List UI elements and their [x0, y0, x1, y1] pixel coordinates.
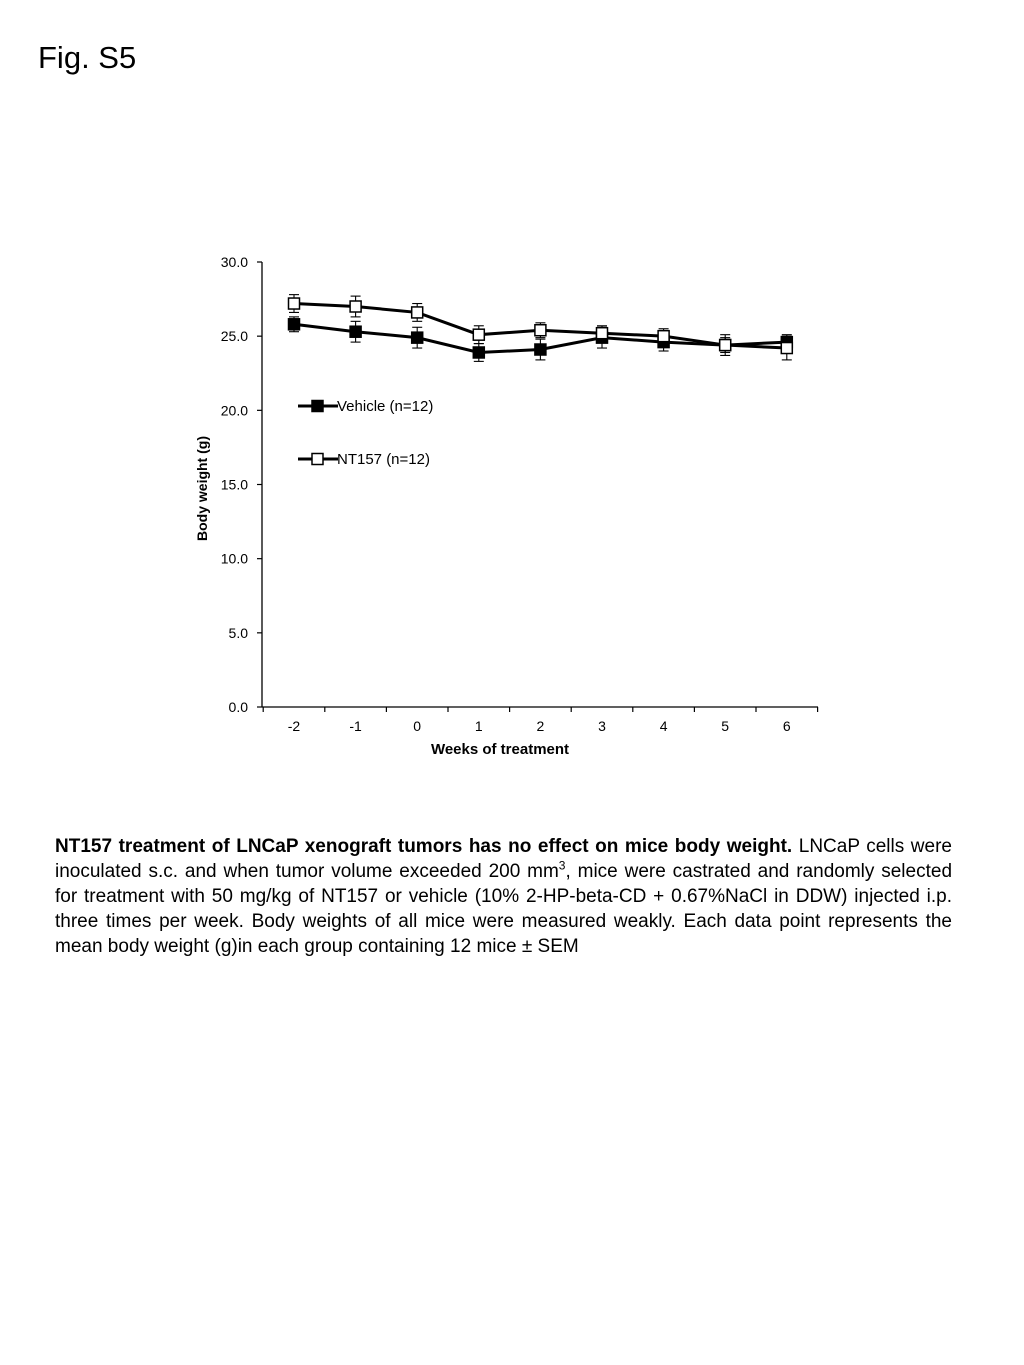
x-tick-label: 0 [413, 718, 422, 734]
legend-marker [312, 454, 323, 465]
caption-superscript: 3 [558, 858, 566, 873]
y-tick-label: 30.0 [220, 254, 248, 270]
data-point-nt157 [412, 307, 423, 318]
legend-label: Vehicle (n=12) [337, 398, 434, 415]
y-tick-label: 0.0 [228, 699, 248, 715]
x-tick-label: 4 [659, 718, 668, 734]
data-point-nt157 [781, 343, 792, 354]
data-point-nt157 [597, 328, 608, 339]
x-tick-label: -1 [349, 718, 362, 734]
body-weight-chart [180, 240, 840, 780]
data-point-nt157 [473, 329, 484, 340]
x-tick-label: -2 [287, 718, 301, 734]
legend-marker [312, 401, 323, 412]
x-axis-title: Weeks of treatment [430, 741, 570, 758]
data-point-nt157 [535, 325, 546, 336]
figure-caption [55, 834, 952, 959]
data-point-nt157 [350, 301, 361, 312]
y-axis-title: Body weight (g) [194, 436, 210, 541]
y-tick-label: 20.0 [220, 402, 248, 419]
data-point-vehicle [350, 326, 361, 337]
x-tick-label: 6 [782, 718, 791, 734]
x-tick-label: 2 [536, 718, 545, 734]
y-tick-label: 15.0 [220, 476, 248, 493]
data-point-vehicle [473, 347, 484, 358]
data-point-vehicle [289, 319, 300, 330]
data-point-nt157 [720, 340, 731, 351]
figure-label: Fig. S5 [38, 40, 137, 75]
legend-label: NT157 (n=12) [337, 451, 430, 468]
x-tick-label: 5 [721, 718, 730, 734]
data-point-nt157 [658, 331, 669, 342]
caption-text-part-2: , mice were castrated and randomly selected for treatment with 50 mg/kg of NT157 or vehicle (10% 2-HP-beta-CD + 0.67%NaCl in DDW) injected i.p. three times per week. Body weights of all mice were measured weakly. Each data point represents the mean body weight (g)in each group containing 12 mice ± SEM [55, 861, 953, 957]
caption-title: NT157 treatment of LNCaP xenograft tumors has no effect on mice body weight. [55, 836, 793, 857]
data-point-vehicle [412, 332, 423, 343]
y-tick-label: 10.0 [220, 550, 248, 567]
x-tick-label: 3 [598, 718, 606, 734]
caption-text-part-1: LNCaP cells were inoculated s.c. and when tumor volume exceeded 200 mm [55, 836, 952, 882]
data-point-vehicle [535, 344, 546, 355]
x-tick-label: 1 [474, 718, 483, 734]
data-point-nt157 [289, 298, 300, 309]
y-tick-label: 5.0 [228, 624, 248, 641]
y-tick-label: 25.0 [220, 328, 248, 345]
